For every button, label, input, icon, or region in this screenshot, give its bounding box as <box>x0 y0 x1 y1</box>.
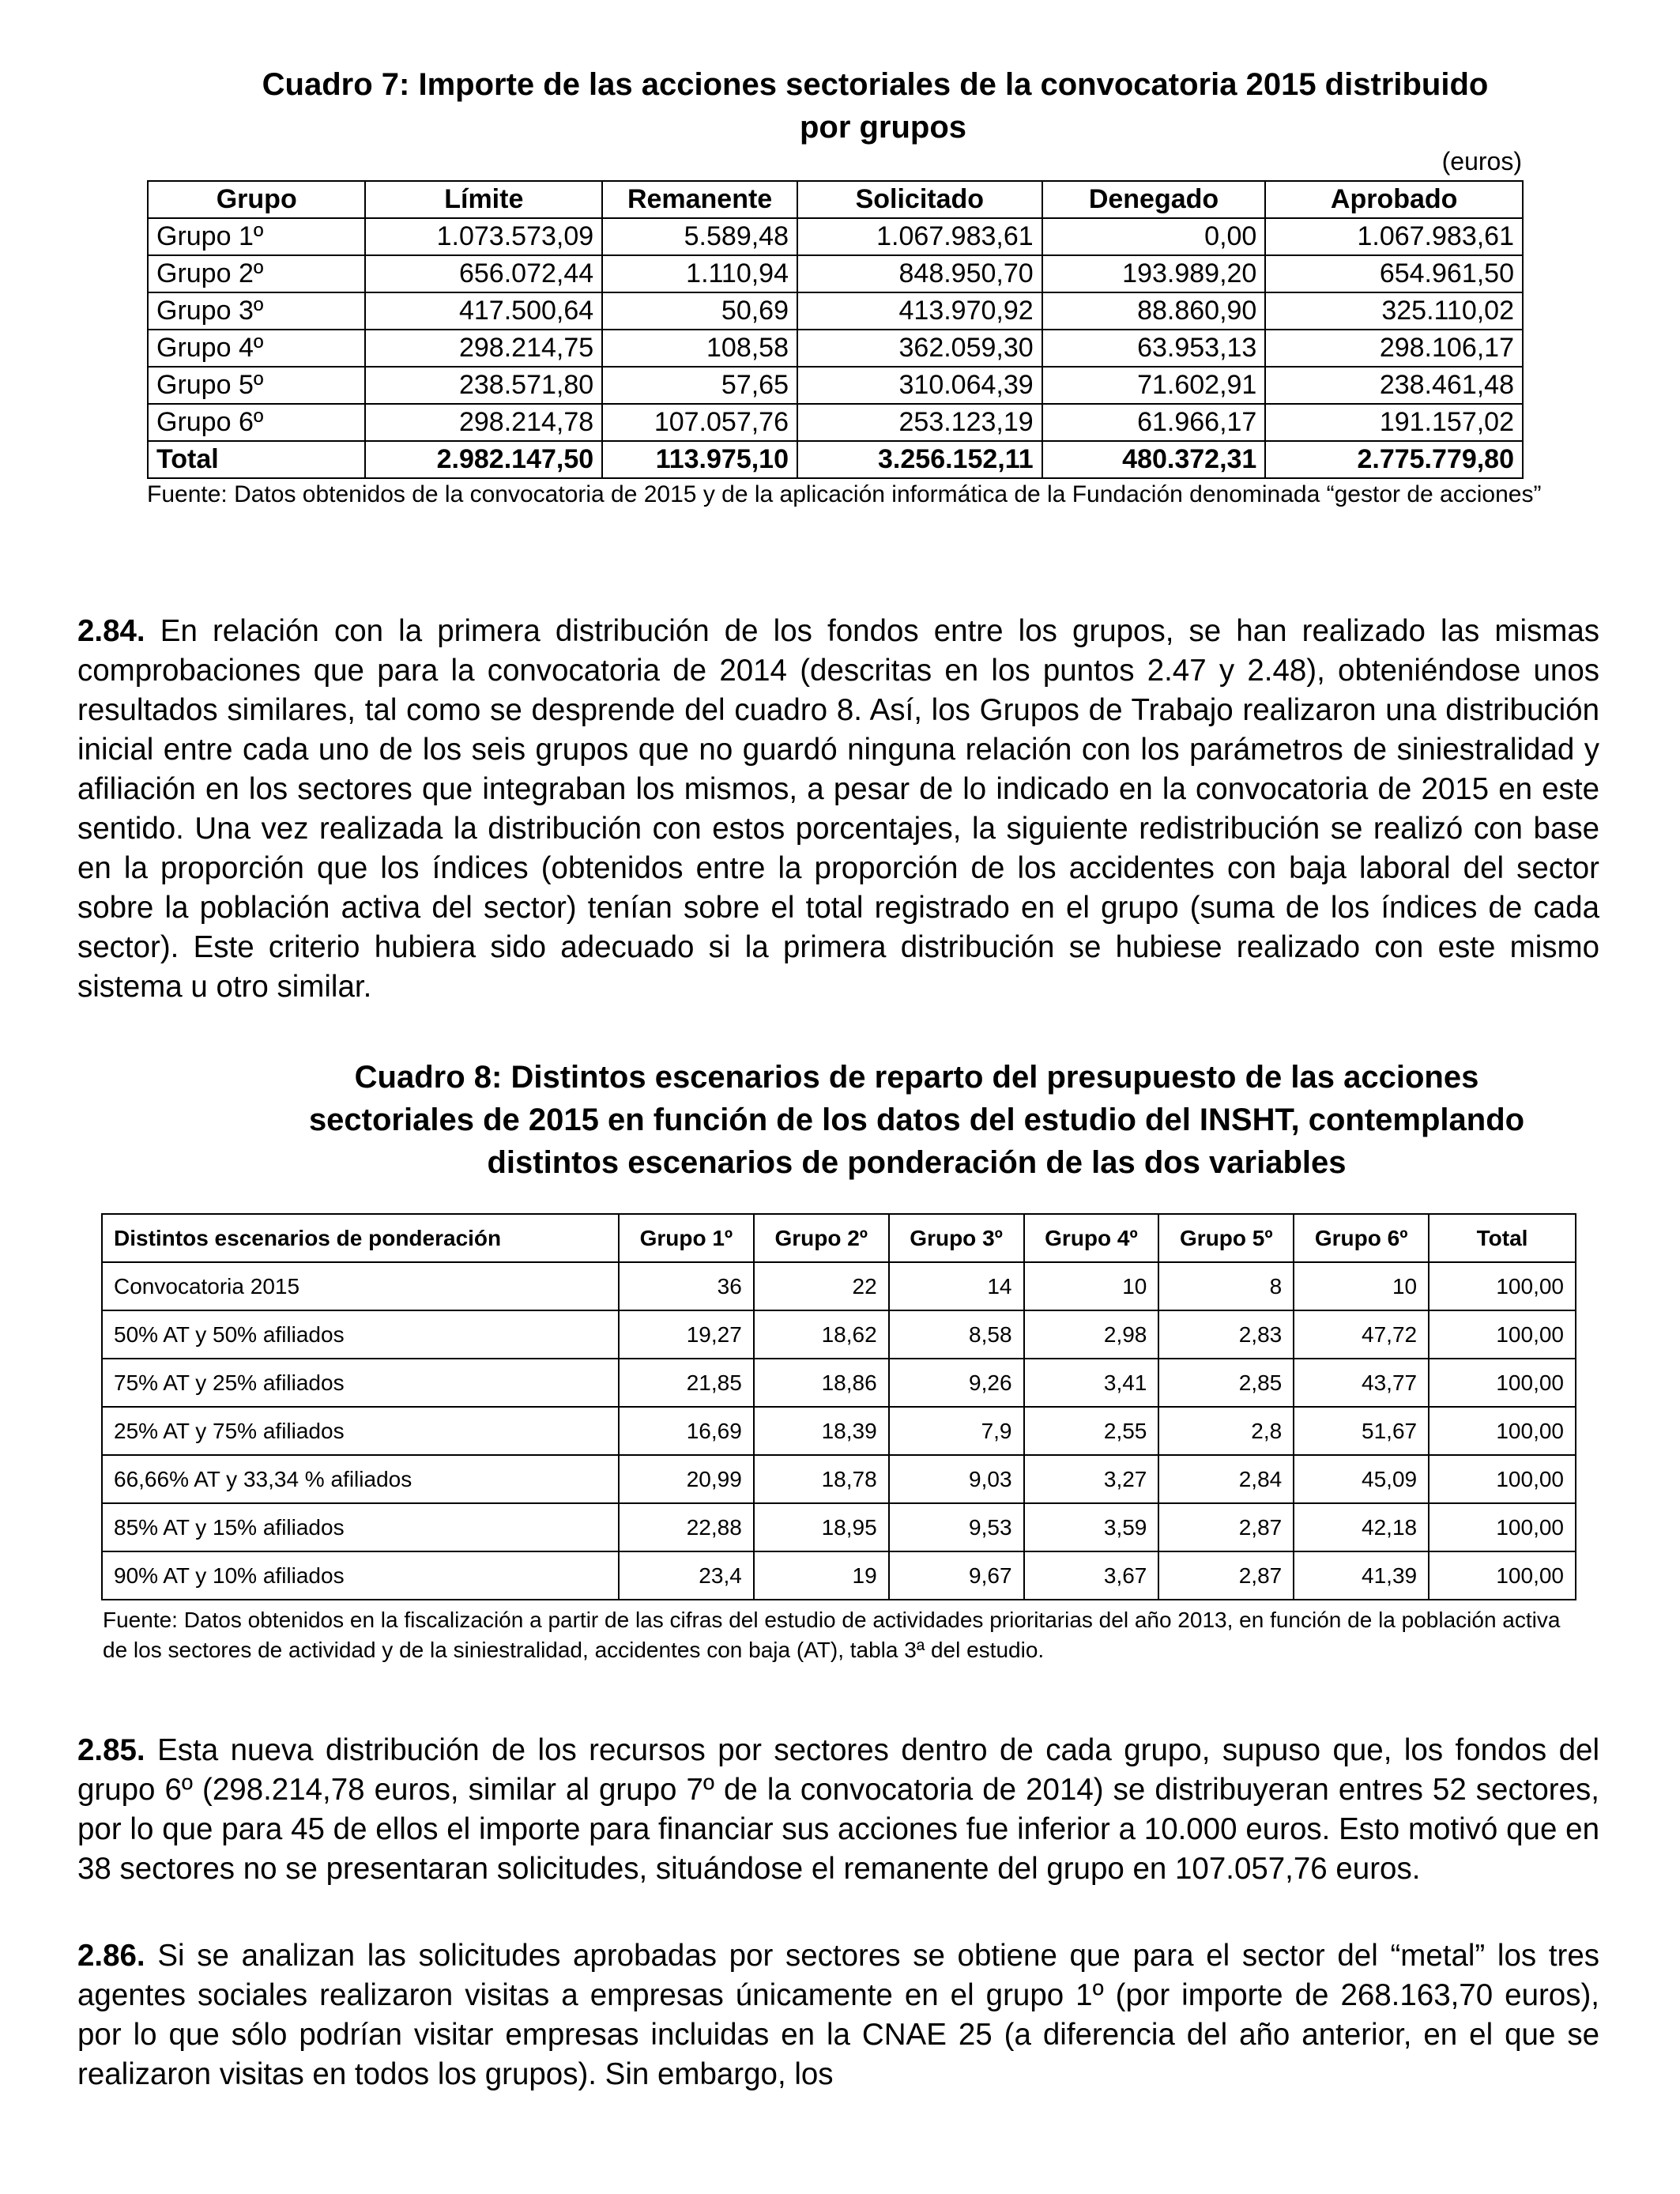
header-cell: Límite <box>365 181 602 218</box>
table-cell: 193.989,20 <box>1042 255 1266 292</box>
table-cell: 2,83 <box>1158 1310 1294 1359</box>
table-cell: 2,87 <box>1158 1503 1294 1551</box>
table-cell: Total <box>148 441 365 478</box>
table-cell: 238.461,48 <box>1265 367 1523 404</box>
table-cell: 19,27 <box>619 1310 754 1359</box>
paragraph-text: En relación con la primera distribución de los fondos entre los grupos, se han realizado las mismas comprobaciones que para la convocatoria de 2014 (descritas en los puntos 2.47 y 2.48), obteniéndose unos resultados similares, tal como se desprende del cuadro 8. Así, los Grupos de Trabajo realizaron una distribución inicial entre cada uno de los seis grupos que no guardó ninguna relación con los parámetros de siniestralidad y afiliación en los sectores que integraban los mismos, a pesar de lo indicado en la convocatoria de 2015 en este sentido. Una vez realizada la distribución con estos porcentajes, la siguiente redistribución se realizó con base en la proporción que los índices (obtenidos entre la proporción de los accidentes con baja laboral del sector sobre la población activa del sector) tenían sobre el total registrado en el grupo (suma de los índices de cada sector). Este criterio hubiera sido adecuado si la primera distribución se hubiese realizado con este mismo sistema u otro similar. <box>77 613 1599 1004</box>
table-cell: 417.500,64 <box>365 292 602 330</box>
table-cell: 298.106,17 <box>1265 330 1523 367</box>
table-cell: 90% AT y 10% afiliados <box>102 1551 619 1600</box>
table-cell: 66,66% AT y 33,34 % afiliados <box>102 1455 619 1503</box>
table-cell: 654.961,50 <box>1265 255 1523 292</box>
table-cell: 9,03 <box>889 1455 1024 1503</box>
table-cell: 2.982.147,50 <box>365 441 602 478</box>
cuadro7-table <box>147 180 1524 479</box>
table-cell: 107.057,76 <box>602 404 797 441</box>
table-cell: 9,53 <box>889 1503 1024 1551</box>
table-cell: 2.775.779,80 <box>1265 441 1523 478</box>
table-cell: 88.860,90 <box>1042 292 1266 330</box>
cuadro8-title: Cuadro 8: Distintos escenarios de reparto del presupuesto de las acciones sectoriales de 2015 en función de los datos del estudio del INSHT, contemplando distintos escenarios de ponderación de las dos variables <box>308 1060 1525 1180</box>
table-cell: 85% AT y 15% afiliados <box>102 1503 619 1551</box>
paragraph-text: Esta nueva distribución de los recursos por sectores dentro de cada grupo, supuso que, los fondos del grupo 6º (298.214,78 euros, similar al grupo 7º de la convocatoria de 2014) se distribuyeran entres 52 sectores, por lo que para 45 de ellos el importe para financiar sus acciones fue inferior a 10.000 euros. Esto motivó que en 38 sectores no se presentaran solicitudes, situándose el remanente del grupo en 107.057,76 euros. <box>77 1732 1599 1886</box>
table-cell: 113.975,10 <box>602 441 797 478</box>
table-total-row <box>148 441 1523 478</box>
header-cell: Remanente <box>602 181 797 218</box>
table-cell: 100,00 <box>1429 1503 1576 1551</box>
table-cell: 3,67 <box>1024 1551 1159 1600</box>
table-cell: 3,27 <box>1024 1455 1159 1503</box>
table-cell: 0,00 <box>1042 218 1266 255</box>
table-cell: 42,18 <box>1294 1503 1429 1551</box>
table-cell: 100,00 <box>1429 1359 1576 1407</box>
cuadro8-table <box>101 1213 1576 1600</box>
table-row <box>148 218 1523 255</box>
header-cell: Grupo 3º <box>889 1214 1024 1262</box>
table-cell: 298.214,75 <box>365 330 602 367</box>
table-row <box>102 1310 1576 1359</box>
table-cell: 2,8 <box>1158 1407 1294 1455</box>
table-cell: 43,77 <box>1294 1359 1429 1407</box>
table-cell: 191.157,02 <box>1265 404 1523 441</box>
paragraph-number: 2.84. <box>77 613 145 648</box>
table-cell: 8 <box>1158 1262 1294 1310</box>
table-cell: Grupo 6º <box>148 404 365 441</box>
table-cell: 848.950,70 <box>797 255 1042 292</box>
table-cell: 14 <box>889 1262 1024 1310</box>
table-cell: 298.214,78 <box>365 404 602 441</box>
table-cell: 9,67 <box>889 1551 1024 1600</box>
header-cell: Grupo 2º <box>754 1214 889 1262</box>
cuadro7-title: Cuadro 7: Importe de las acciones sectoriales de la convocatoria 2015 distribuido por grupos <box>262 67 1489 145</box>
header-cell: Grupo 1º <box>619 1214 754 1262</box>
table-cell: 656.072,44 <box>365 255 602 292</box>
table-header-row <box>102 1214 1576 1262</box>
table-cell: 41,39 <box>1294 1551 1429 1600</box>
table-cell: 100,00 <box>1429 1551 1576 1600</box>
table-cell: 63.953,13 <box>1042 330 1266 367</box>
table-cell: 3,41 <box>1024 1359 1159 1407</box>
table-row <box>102 1455 1576 1503</box>
table-cell: 2,55 <box>1024 1407 1159 1455</box>
table-row <box>102 1262 1576 1310</box>
table-cell: Grupo 2º <box>148 255 365 292</box>
table-cell: 3.256.152,11 <box>797 441 1042 478</box>
table-row <box>148 404 1523 441</box>
table-cell: 47,72 <box>1294 1310 1429 1359</box>
table-cell: 36 <box>619 1262 754 1310</box>
table-cell: 51,67 <box>1294 1407 1429 1455</box>
paragraph-2-84 <box>77 612 1599 1007</box>
table-cell: 8,58 <box>889 1310 1024 1359</box>
table-cell: 18,39 <box>754 1407 889 1455</box>
table-cell: 75% AT y 25% afiliados <box>102 1359 619 1407</box>
header-cell: Grupo <box>148 181 365 218</box>
table-cell: 3,59 <box>1024 1503 1159 1551</box>
table-cell: 45,09 <box>1294 1455 1429 1503</box>
table-cell: 50% AT y 50% afiliados <box>102 1310 619 1359</box>
table-row <box>102 1551 1576 1600</box>
table-cell: 413.970,92 <box>797 292 1042 330</box>
table-row <box>148 292 1523 330</box>
table-cell: 310.064,39 <box>797 367 1042 404</box>
table-row <box>102 1359 1576 1407</box>
table-cell: 108,58 <box>602 330 797 367</box>
table-cell: 16,69 <box>619 1407 754 1455</box>
table-cell: 18,78 <box>754 1455 889 1503</box>
table-cell: 480.372,31 <box>1042 441 1266 478</box>
table-cell: 100,00 <box>1429 1407 1576 1455</box>
paragraph-text: Si se analizan las solicitudes aprobadas por sectores se obtiene que para el sector del “metal” los tres agentes sociales realizaron visitas a empresas únicamente en el grupo 1º (por importe de 268.163,70 euros), por lo que sólo podrían visitar empresas incluidas en la CNAE 25 (a diferencia del año anterior, en el que se realizaron visitas en todos los grupos). Sin embargo, los <box>77 1938 1599 2091</box>
table-cell: 2,85 <box>1158 1359 1294 1407</box>
table-cell: 1.110,94 <box>602 255 797 292</box>
table-cell: 18,62 <box>754 1310 889 1359</box>
header-cell: Aprobado <box>1265 181 1523 218</box>
table-cell: 238.571,80 <box>365 367 602 404</box>
table-cell: 18,86 <box>754 1359 889 1407</box>
table-cell: 1.067.983,61 <box>797 218 1042 255</box>
cuadro8-source: Fuente: Datos obtenidos en la fiscalización a partir de las cifras del estudio de actividades prioritarias del año 2013, en función de la población activa de los sectores de actividad y de la siniestralidad, accidentes con baja (AT), tabla 3ª del estudio. <box>103 1608 1561 1662</box>
table-cell: 9,26 <box>889 1359 1024 1407</box>
table-row <box>148 255 1523 292</box>
table-cell: 1.067.983,61 <box>1265 218 1523 255</box>
table-cell: Grupo 1º <box>148 218 365 255</box>
paragraph-2-86 <box>77 1936 1599 2094</box>
header-cell: Grupo 5º <box>1158 1214 1294 1262</box>
cuadro7-source: Fuente: Datos obtenidos de la convocatoria de 2015 y de la aplicación informática de la Fundación denominada “gestor de acciones” <box>147 481 1542 507</box>
table-cell: 71.602,91 <box>1042 367 1266 404</box>
table-cell: Grupo 4º <box>148 330 365 367</box>
table-cell: 100,00 <box>1429 1310 1576 1359</box>
table-cell: 23,4 <box>619 1551 754 1600</box>
table-cell: 10 <box>1024 1262 1159 1310</box>
table-cell: 57,65 <box>602 367 797 404</box>
header-cell: Grupo 4º <box>1024 1214 1159 1262</box>
table-cell: 50,69 <box>602 292 797 330</box>
header-cell: Distintos escenarios de ponderación <box>102 1214 619 1262</box>
table-cell: Grupo 3º <box>148 292 365 330</box>
header-cell: Denegado <box>1042 181 1266 218</box>
cuadro7-units: (euros) <box>1441 147 1522 175</box>
table-cell: 2,98 <box>1024 1310 1159 1359</box>
table-cell: 253.123,19 <box>797 404 1042 441</box>
paragraph-2-85 <box>77 1731 1599 1889</box>
table-cell: 362.059,30 <box>797 330 1042 367</box>
table-cell: 2,87 <box>1158 1551 1294 1600</box>
table-cell: 19 <box>754 1551 889 1600</box>
table-cell: 325.110,02 <box>1265 292 1523 330</box>
table-header-row <box>148 181 1523 218</box>
table-cell: 2,84 <box>1158 1455 1294 1503</box>
table-row <box>102 1407 1576 1455</box>
header-cell: Grupo 6º <box>1294 1214 1429 1262</box>
header-cell: Solicitado <box>797 181 1042 218</box>
table-cell: 100,00 <box>1429 1455 1576 1503</box>
table-cell: 61.966,17 <box>1042 404 1266 441</box>
table-cell: 18,95 <box>754 1503 889 1551</box>
table-cell: 21,85 <box>619 1359 754 1407</box>
header-cell: Total <box>1429 1214 1576 1262</box>
table-cell: Convocatoria 2015 <box>102 1262 619 1310</box>
table-cell: 22,88 <box>619 1503 754 1551</box>
table-cell: 22 <box>754 1262 889 1310</box>
table-cell: Grupo 5º <box>148 367 365 404</box>
table-cell: 25% AT y 75% afiliados <box>102 1407 619 1455</box>
table-row <box>148 330 1523 367</box>
table-cell: 5.589,48 <box>602 218 797 255</box>
paragraph-number: 2.86. <box>77 1938 145 1973</box>
table-cell: 10 <box>1294 1262 1429 1310</box>
table-row <box>148 367 1523 404</box>
paragraph-number: 2.85. <box>77 1732 145 1767</box>
table-cell: 20,99 <box>619 1455 754 1503</box>
table-row <box>102 1503 1576 1551</box>
table-cell: 7,9 <box>889 1407 1024 1455</box>
table-cell: 100,00 <box>1429 1262 1576 1310</box>
table-cell: 1.073.573,09 <box>365 218 602 255</box>
